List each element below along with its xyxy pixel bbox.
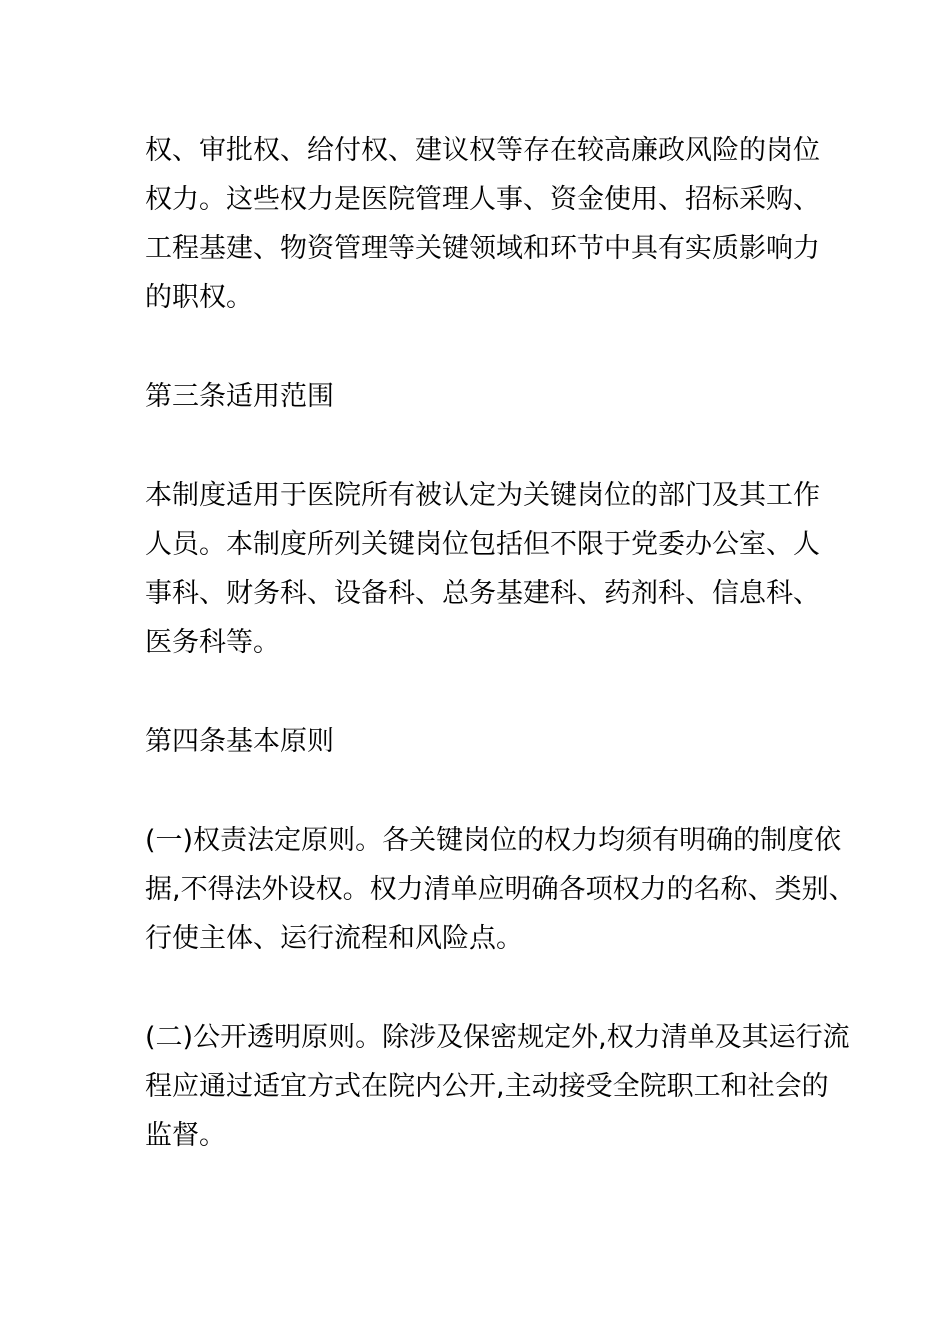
- text-line: 的职权。: [145, 282, 253, 313]
- text-line: 监督。: [145, 1120, 226, 1151]
- text-line: 据,不得法外设权。权力清单应明确各项权力的名称、类别、: [145, 874, 856, 905]
- text-line: 事科、财务科、设备科、总务基建科、药剂科、信息科、: [145, 578, 820, 609]
- paragraph-principle-1: [145, 816, 856, 963]
- section-heading-article-4: [145, 717, 825, 766]
- text-line: 权力。这些权力是医院管理人事、资金使用、招标采购、: [145, 184, 820, 215]
- paragraph-principle-2: [145, 1013, 850, 1160]
- heading-text: 第四条基本原则: [145, 726, 334, 757]
- text-line: 工程基建、物资管理等关键领域和环节中具有实质影响力: [145, 233, 820, 264]
- text-line: 本制度适用于医院所有被认定为关键岗位的部门及其工作: [145, 480, 820, 511]
- text-line: (二)公开透明原则。除涉及保密规定外,权力清单及其运行流: [145, 1022, 850, 1053]
- paragraph-scope: [145, 471, 825, 667]
- text-line: 程应通过适宜方式在院内公开,主动接受全院职工和社会的: [145, 1071, 829, 1102]
- document-page: [145, 126, 856, 1210]
- text-line: (一)权责法定原则。各关键岗位的权力均须有明确的制度依: [145, 825, 842, 856]
- heading-text: 第三条适用范围: [145, 381, 334, 412]
- paragraph-power-definition: [145, 126, 825, 322]
- text-line: 人员。本制度所列关键岗位包括但不限于党委办公室、人: [145, 529, 820, 560]
- text-line: 权、审批权、给付权、建议权等存在较高廉政风险的岗位: [145, 135, 820, 166]
- text-line: 行使主体、运行流程和风险点。: [145, 923, 523, 954]
- section-heading-article-3: [145, 372, 825, 421]
- text-line: 医务科等。: [145, 627, 280, 658]
